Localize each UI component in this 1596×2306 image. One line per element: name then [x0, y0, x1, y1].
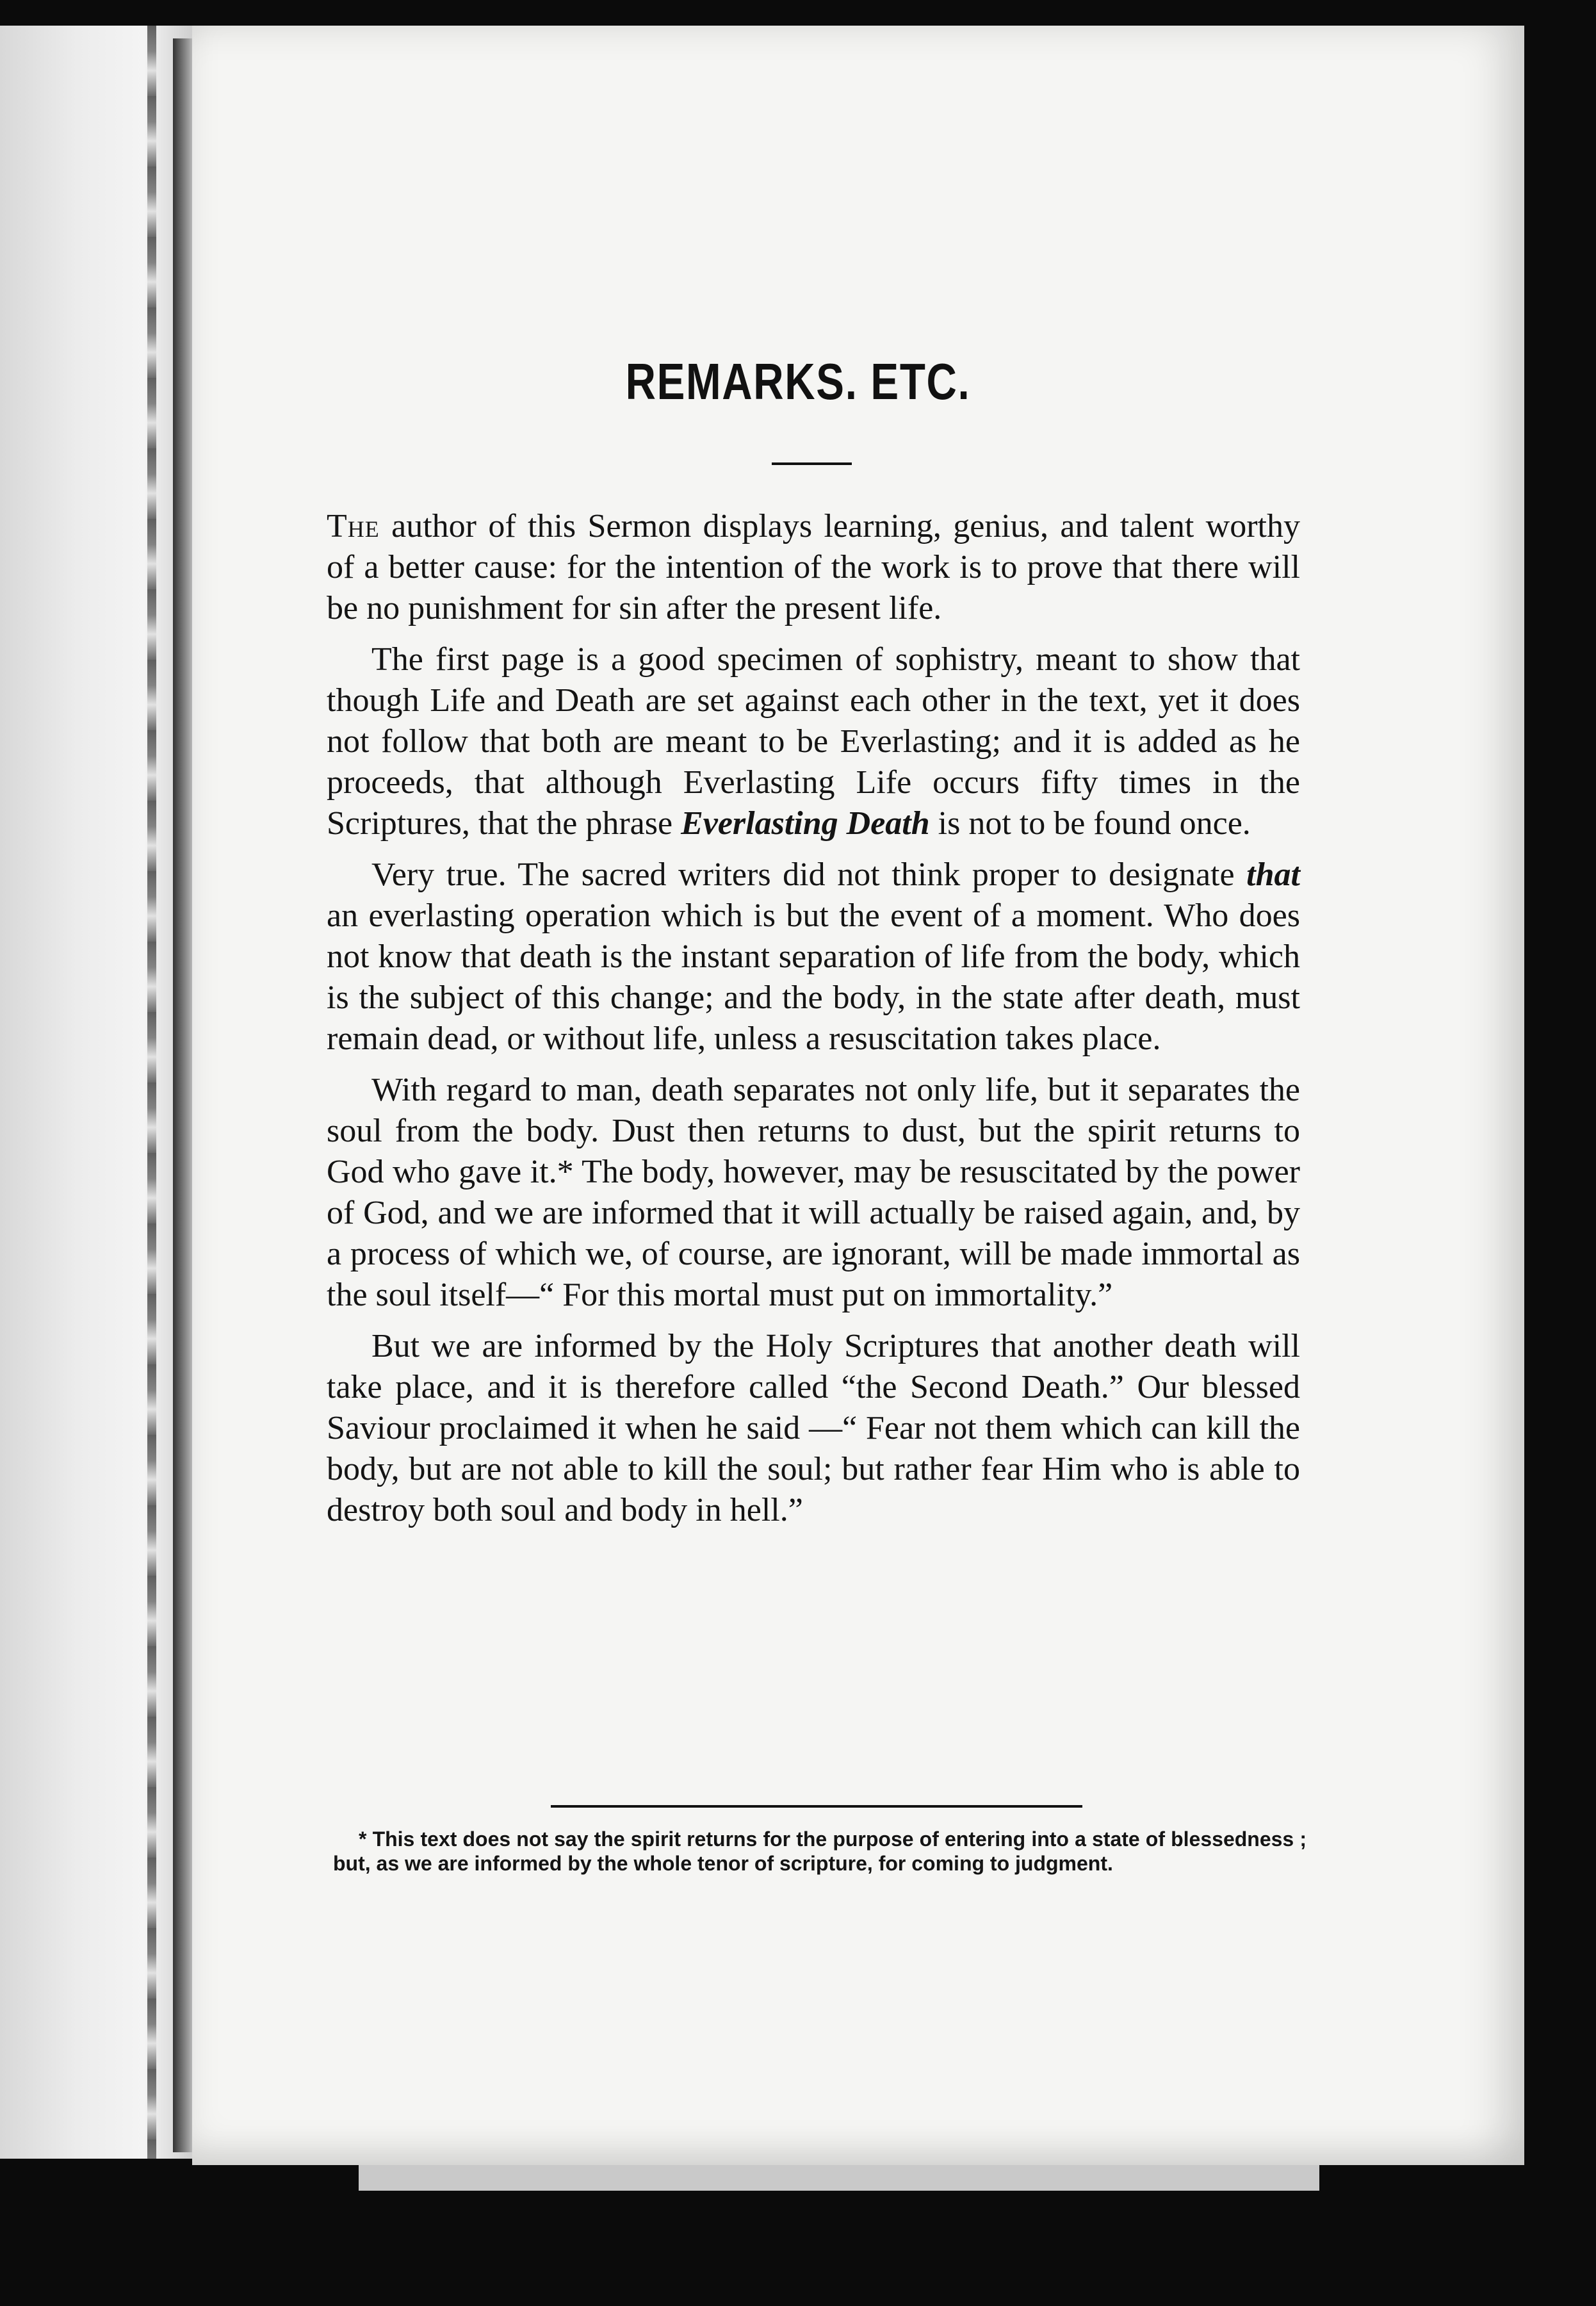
- paragraph-5: [327, 1326, 1300, 1531]
- paragraph-text: author of this Sermon displays learning, genius, and talent worthy of a better cause: for the intention of the work is to prove that there will be no punishment for sin after the present life.: [327, 508, 1300, 626]
- paragraph-3: [327, 855, 1300, 1059]
- paragraph-4: [327, 1070, 1300, 1316]
- paragraph-text: But we are informed by the Holy Scriptures that another death will take place, and it is therefore called “the Second Death.” Our blessed Saviour proclaimed it when he said —“ Fear not them which can kill the body, but are not able to kill the soul; but rather fear Him who is able to destroy both soul and body in hell.”: [327, 1328, 1300, 1528]
- left-page-edge: [0, 26, 196, 2159]
- footnote-divider: [551, 1805, 1082, 1808]
- paragraph-1: [327, 506, 1300, 629]
- body-text: [327, 506, 1300, 1541]
- emphasized-word: that: [1246, 856, 1300, 893]
- paragraph-text: With regard to man, death separates not only life, but it separates the soul from the body. Dust then returns to dust, but the spirit returns to God who gave it.* The body, however, may be resuscitated by the power of God, and we are informed that it will actually be raised again, and, by a process of which we, of course, are ignorant, will be made immortal as the soul itself—“ For this mortal must put on immortality.”: [327, 1072, 1300, 1313]
- title-divider: [772, 462, 852, 465]
- paragraph-text-after: an everlasting operation which is but the event of a moment. Who does not know that death is the instant separation of life from the body, which is the subject of this change; and the body, in the state after death, must remain dead, or without life, unless a resuscitation takes place.: [327, 897, 1300, 1057]
- paragraph-lead-word: The: [327, 508, 380, 544]
- page-bottom-edge: [359, 2165, 1319, 2191]
- paragraph-2: [327, 639, 1300, 844]
- footnote: * This text does not say the spirit returns for the purpose of entering into a state of blessedness ; but, as we are informed by the whole tenor of scripture, for coming to judgment.: [333, 1828, 1307, 1875]
- emphasized-phrase: Everlasting Death: [681, 805, 930, 842]
- paragraph-text-after: is not to be found once.: [929, 805, 1251, 842]
- paragraph-text: The first page is a good specimen of sophistry, meant to show that though Life and Death are set against each other in the text, yet it does not follow that both are meant to be Everlasting; and it is added as he proceeds, that although Everlasting Life occurs fifty times in the Scriptures, that the phrase: [327, 641, 1300, 842]
- paragraph-text: Very true. The sacred writers did not think proper to designate: [371, 856, 1247, 893]
- page-title: REMARKS. ETC.: [625, 353, 971, 410]
